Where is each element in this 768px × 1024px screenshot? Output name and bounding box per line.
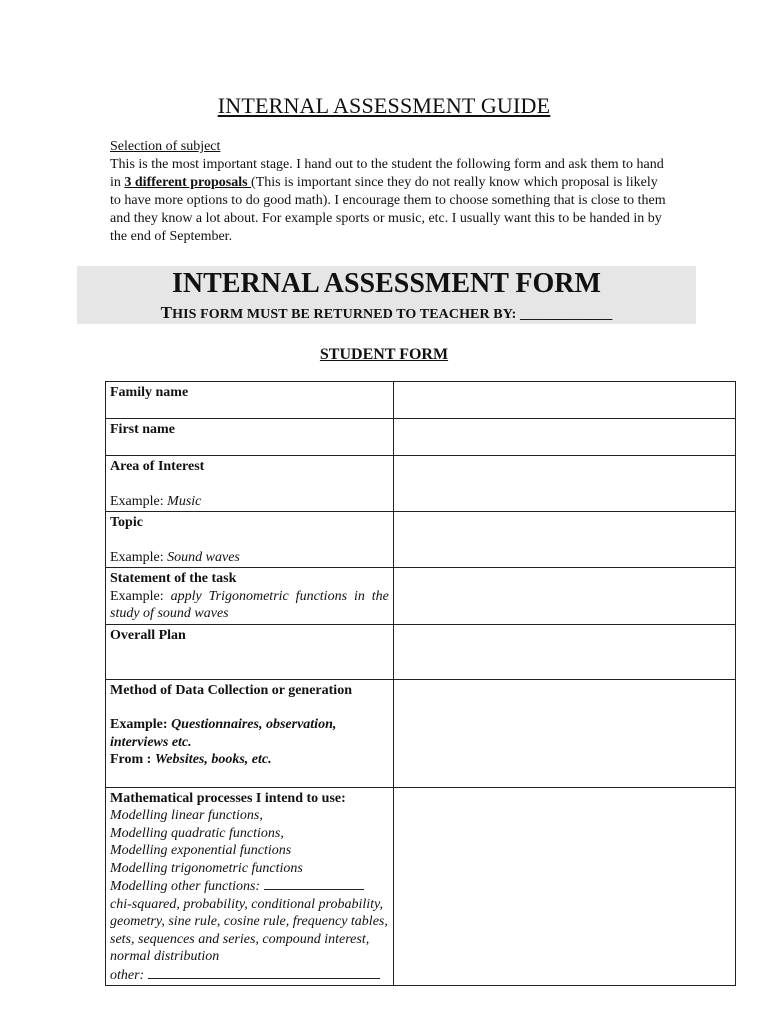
table-row [106,624,736,679]
form-title: INTERNAL ASSESSMENT FORM [172,268,601,299]
table-row [106,568,736,625]
process-item: Modelling exponential functions [110,843,292,858]
selection-heading: Selection of subject [110,139,221,154]
guide-title: INTERNAL ASSESSMENT GUIDE [217,93,551,118]
other-functions-line: Modelling other functions: [110,877,389,896]
statement-label: Statement of the task Example: apply Trigonometric functions in the study of sound waves [106,568,394,625]
family-name-field[interactable] [393,382,735,419]
process-item: Modelling linear functions, [110,808,263,823]
student-form-title: STUDENT FORM [319,346,449,363]
first-name-field[interactable] [393,419,735,456]
other-functions-blank[interactable] [264,877,364,890]
overall-plan-label: Overall Plan [106,624,394,679]
process-extra: chi-squared, probability, conditional probability, geometry, sine rule, cosine rule, frequency tables, sets, sequences and series, compound interest, normal distribution [110,896,388,964]
subtitle-cap: T [160,303,173,322]
process-item: Modelling quadratic functions, [110,825,284,841]
first-name-label: First name [106,419,394,456]
subtitle-rest: HIS FORM MUST BE RETURNED TO TEACHER BY: [172,307,521,322]
overall-plan-field[interactable] [393,624,735,679]
topic-field[interactable] [393,512,735,568]
method-label: Method of Data Collection or generation Example: Questionnaires, observation, interviews etc. From : Websites, books, etc. [106,679,394,787]
table-row [106,419,736,456]
processes-field[interactable] [393,787,735,986]
statement-field[interactable] [393,568,735,625]
table-row [106,382,736,419]
table-row [106,512,736,568]
table-row [106,456,736,512]
intro-section [110,138,670,246]
intro-paragraph [110,156,670,246]
process-item: Modelling trigonometric functions [110,860,303,876]
student-form-table [105,381,736,986]
para-text-2: (This is important since they do not really know which proposal is likely to have more options to do good math). I encourage them to choose something that is close to them and they know a lot about. For example sports or music, etc. I usually want this to be handed in by the end of September. [110,175,666,244]
return-date-blank[interactable]: _____________ [520,307,613,322]
table-row [106,679,736,787]
area-of-interest-field[interactable] [393,456,735,512]
form-banner [77,266,696,324]
para-bold-proposals: 3 different proposals [124,175,252,190]
para-text-1: This is the most important stage. I hand out to the student the following form and ask them to hand in [110,157,664,190]
method-field[interactable] [393,679,735,787]
table-row [106,787,736,986]
area-of-interest-label: Area of Interest Example: Music [106,456,394,512]
other-blank[interactable] [148,966,380,979]
family-name-label: Family name [106,382,394,419]
processes-label: Mathematical processes I intend to use: Modelling linear functions, Modelling quadratic functions, Modelling exponential functions Modelling trigonometric functions Modelling other functions: chi-squared, probability, conditional probability, geometry, sine rule, cosine rule, frequency tables, sets, sequences and series, compound interest, normal distribution other: [106,787,394,986]
form-subtitle [77,303,696,323]
other-line: other: [110,966,389,985]
topic-label: Topic Example: Sound waves [106,512,394,568]
